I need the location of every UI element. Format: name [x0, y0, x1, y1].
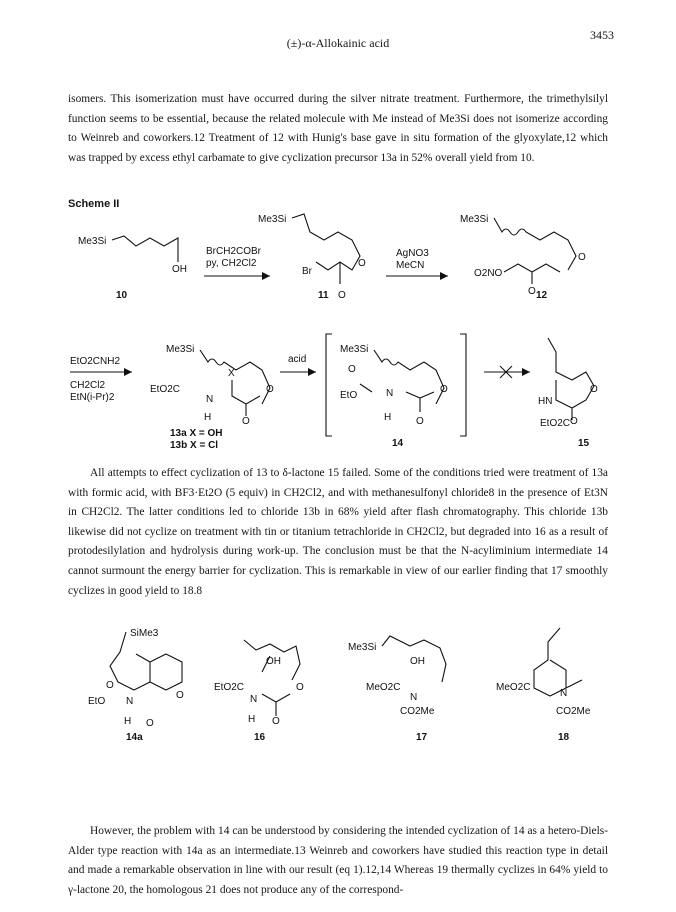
paragraph-3	[68, 822, 608, 900]
n-label: N	[206, 394, 214, 405]
compound-14a-structure	[88, 628, 184, 743]
compound-14-label: 14	[392, 438, 404, 449]
h-label: H	[384, 412, 392, 423]
meo2c-label: MeO2C	[366, 682, 401, 693]
o-label: O	[176, 690, 184, 701]
compound-16-structure	[214, 640, 304, 743]
o-label: O	[348, 364, 356, 375]
compound-14-structure	[326, 334, 466, 449]
h-label: H	[124, 716, 132, 727]
me3si-label: Me3Si	[166, 344, 195, 355]
reaction-arrow-4	[280, 354, 316, 376]
eto-label: EtO	[340, 390, 358, 401]
n-label: N	[410, 692, 418, 703]
oh-label: OH	[410, 656, 425, 667]
step2-reagent-b: MeCN	[396, 260, 425, 271]
o2no-label: O2NO	[474, 268, 503, 279]
step3-reagent-c: EtN(i-Pr)2	[70, 392, 115, 403]
n-label: N	[126, 696, 134, 707]
step2-reagent-a: AgNO3	[396, 248, 429, 259]
o-label: O	[528, 286, 536, 297]
reaction-arrow-1	[204, 246, 270, 280]
h-label: H	[248, 714, 256, 725]
me3si-label: Me3Si	[460, 214, 489, 225]
me3si-label: Me3Si	[348, 642, 377, 653]
eto-label: EtO	[88, 696, 106, 707]
step1-reagent-b: py, CH2Cl2	[206, 258, 257, 269]
paragraph-2-text: All attempts to effect cyclization of 13 to δ-lactone 15 failed. Some of the conditions tried were treatment of 13a with formic acid, with BF3·Et2O (5 equiv) in CH2Cl2, and with methanesulfonyl chloride8 in the presence of Et3N in CH2Cl2. The latter conditions led to chloride 13b in 68% yield after flash chromatography. This chloride 13b likewise did not cyclize on treatment with tin or titanium tetrachloride in CH2Cl2, but degraded into 16 as a result of protodesilylation and hydrolysis during work-up. The conclusion must be that the N-acyliminium intermediate 14 cannot surmount the energy barrier for cyclization. This is remarkable in view of our earlier finding that 17 smoothly cyclizes in good yield to 18.8	[68, 467, 608, 597]
me3si-label: Me3Si	[78, 236, 107, 247]
compound-13a-label: 13a X = OH	[170, 428, 223, 439]
compound-17-structure	[348, 636, 446, 743]
compound-11-label: 11	[318, 290, 329, 301]
compound-10-label: 10	[116, 290, 128, 301]
blocked-arrow	[484, 366, 530, 378]
o-label: O	[272, 716, 280, 727]
page-number: 3453	[590, 28, 614, 42]
h-label: H	[204, 412, 212, 423]
compound-13-structure	[150, 344, 274, 451]
o-label: O	[242, 416, 250, 427]
co2me-label: CO2Me	[400, 706, 435, 717]
eto2c-label: EtO2C	[540, 418, 571, 429]
o-label: O	[106, 680, 114, 691]
x-label: X	[228, 368, 235, 379]
n-label: N	[250, 694, 258, 705]
reaction-arrow-2	[386, 248, 448, 280]
compound-18-structure	[496, 628, 591, 743]
o-label: O	[578, 252, 586, 263]
compound-18-label: 18	[558, 732, 570, 743]
co2me-label: CO2Me	[556, 706, 591, 717]
n-label: N	[386, 388, 394, 399]
compound-13b-label: 13b X = Cl	[170, 440, 219, 451]
sime3-label: SiMe3	[130, 628, 159, 639]
compound-17-label: 17	[416, 732, 428, 743]
compound-14a-label: 14a	[126, 732, 143, 743]
me3si-label: Me3Si	[340, 344, 369, 355]
step1-reagent-a: BrCH2COBr	[206, 246, 262, 257]
step3-reagent-a: EtO2CNH2	[70, 356, 121, 367]
o-label: O	[570, 416, 578, 427]
hn-label: HN	[538, 396, 553, 407]
reaction-arrow-3	[70, 356, 132, 403]
o-label: O	[266, 384, 274, 395]
br-label: Br	[302, 266, 312, 277]
scheme-label: Scheme II	[68, 198, 120, 210]
compound-12-label: 12	[536, 290, 548, 301]
step3-reagent-b: CH2Cl2	[70, 380, 106, 391]
eto2c-label: EtO2C	[214, 682, 245, 693]
o-label: O	[338, 290, 346, 301]
oh-label: OH	[266, 656, 281, 667]
o-label: O	[146, 718, 154, 729]
o-label: O	[358, 258, 366, 269]
o-label: O	[440, 384, 448, 395]
o-label: O	[416, 416, 424, 427]
o-label: O	[296, 682, 304, 693]
paragraph-1-text: isomers. This isomerization must have occurred during the silver nitrate treatment. Furthermore, the trimethylsilyl function seems to be essential, because the related molecule with Me instead of Me3Si does not isomerize according to Weinreb and coworkers.12 Treatment of 12 with Hunig's base gave in situ formation of the glyoxylate,12 which was trapped by excess ethyl carbamate to give cyclization precursor 13a in 52% overall yield from 10.	[68, 93, 608, 164]
compound-12-structure	[460, 214, 586, 301]
o-label: O	[590, 384, 598, 395]
compound-15-structure	[538, 338, 598, 449]
compound-10-structure	[78, 236, 187, 301]
paragraph-2	[68, 464, 608, 601]
meo2c-label: MeO2C	[496, 682, 531, 693]
n-label: N	[560, 688, 568, 699]
running-header-title: (±)-α-Allokainic acid	[286, 36, 390, 50]
compound-11-structure	[258, 214, 366, 301]
me3si-label: Me3Si	[258, 214, 287, 225]
paragraph-3-text: However, the problem with 14 can be understood by considering the intended cyclization of 14 as a hetero-Diels-Alder type reaction with 14a as an intermediate.13 Weinreb and coworkers have studied this reaction type in detail and made a remarkable observation in line with our result (eq 1).12,14 Whereas 19 thermally cyclizes in 64% yield to γ-lactone 20, the homologous 21 does not produce any of the correspond-	[68, 825, 608, 896]
oh-label: OH	[172, 264, 187, 275]
step4-reagent: acid	[288, 354, 307, 365]
compound-16-label: 16	[254, 732, 266, 743]
eto2c-label: EtO2C	[150, 384, 181, 395]
compound-15-label: 15	[578, 438, 590, 449]
